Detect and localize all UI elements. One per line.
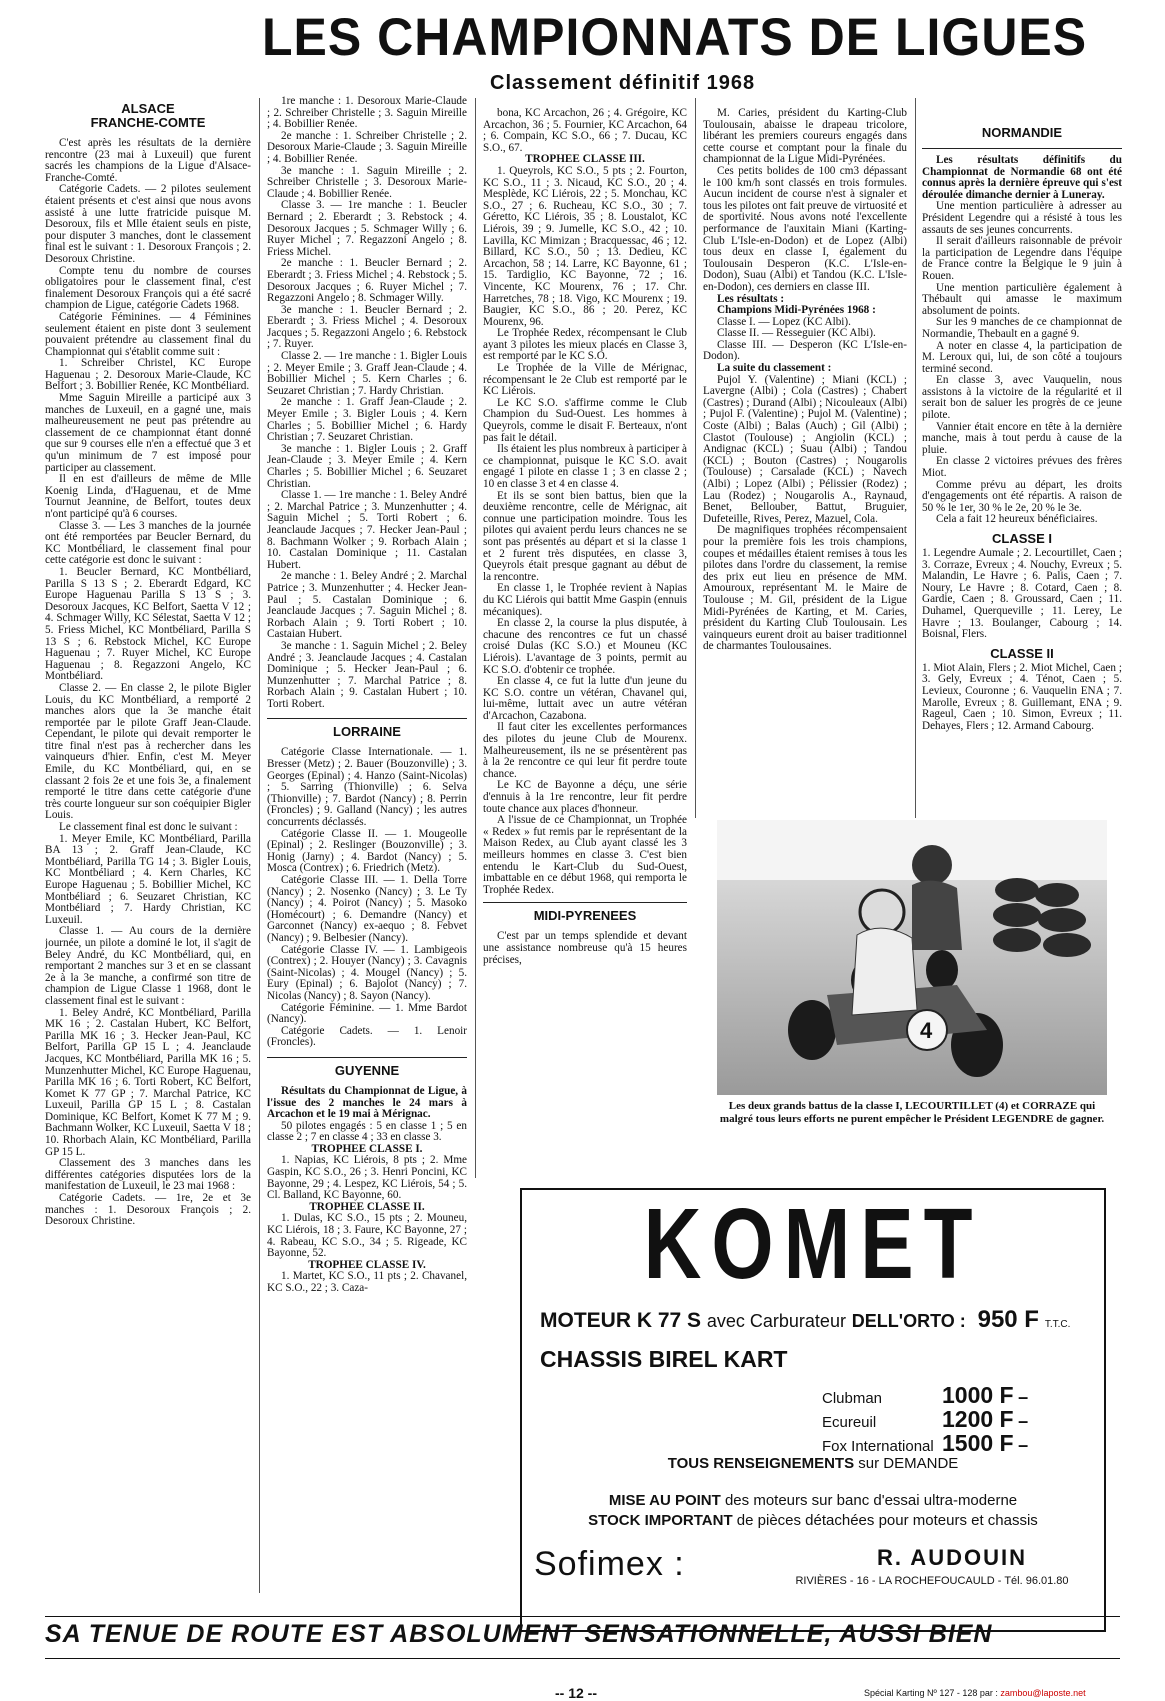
ad-moteur-ttc: T.T.C. (1044, 1319, 1071, 1330)
paragraph: Ces petits bolides de 100 cm3 dépassant le 100 km/h sont classés en trois formules. Aucun incident de course n'est à signaler et tous les pilotes ont fait preuve de virtuosité et de sportivité. Nous avons noté l'excellente performance de l'auxitain Miani (Karting-Club L'Isle-en-Dodon) et de Lopez (Albi) tous deux en classe I, également du Toulousain Desperon (K.C. L'Isle-en-Dodon), Suau (Albi) et Tandou (K.C. L'Isle-en-Dodon), ces derniers en classe III. (703, 164, 907, 293)
page-title: LES CHAMPIONNATS DE LIGUES (262, 7, 1088, 67)
paragraph: En classe 1, le Trophée revient à Napias du KC Liérois qui battit Mme Gaspin (ennuis mécaniques). (483, 582, 687, 618)
article-body (483, 108, 687, 896)
ad-moteur-price: 950 F (977, 1306, 1039, 1333)
paragraph: Classe 2. — 1re manche : 1. Bigler Louis ; 2. Meyer Emile ; 3. Graff Jean-Claude ; 4. Bobillier Michel ; 5. Kern Charles ; 6. Seuzaret Christian ; 7. Hardy Christian. (267, 350, 467, 397)
result-paragraph: TROPHEE CLASSE I. (311, 1142, 423, 1155)
column-rule (915, 98, 916, 818)
paragraph: 3e manche : 1. Beucler Bernard ; 2. Eberardt ; 3. Friess Michel ; 4. Desoroux Jacques ; 5. Regazzoni Angelo ; 6. Rebstock ; 7. Ruyer. (267, 303, 467, 351)
result-paragraph: Catégorie Classe III. — 1. Della Torre (Nancy) ; 2. Nosenko (Nancy) ; 3. Le Ty (Nancy) ; 4. Poirot (Nancy) ; 5. Masoko (Homécourt) ; 6. Demandre (Nancy) et Garconnet (Nancy) ex-aequo ; 8. Febvet (Nancy) ; 9. Belbesier (Nancy). (267, 874, 467, 944)
section-title-alsace: ALSACE FRANCHE-COMTE (90, 101, 206, 130)
page-number: -- 12 -- (555, 1685, 597, 1701)
paragraph: Mme Saguin Mireille a participé aux 3 manches de Luxeuil, en a gagné une, mais malheureusement ne peut pas prétendre au classement de ce championnat étant donné que sur 9 courses elle n'en a effectué que 3 et qu'un minimum de 7 est imposé pour participer au classement. (45, 392, 251, 474)
paragraph: Le KC S.O. s'affirme comme le Club Champion du Sud-Ouest. Les hommes à Queyrols, comme le disait F. Berteaux, n'ont pas fait le détail. (483, 396, 687, 444)
result-paragraph: 1. Martet, KC S.O., 11 pts ; 2. Chavanel, KC S.O., 22 ; 3. Caza- (267, 1270, 467, 1294)
result-paragraph: Catégorie Classe IV. — 1. Lambigeois (Contrex) ; 2. Houyer (Nancy) ; 3. Cavagnis (Saint-Nicolas) ; 4. Mougel (Nancy) ; 5. Eury (Epinal) ; 6. Bajolot (Nancy) ; 7. Nicolas (Nancy) ; 8. Sayon (Nancy). (267, 943, 467, 1002)
footer-slogan: SA TENUE DE ROUTE EST ABSOLUMENT SENSATIONNELLE, AUSSI BIEN (45, 1620, 993, 1648)
page-subtitle: Classement définitif 1968 (490, 72, 756, 94)
paragraph: 1. Beucler Bernard, KC Montbéliard, Parilla S 13 S ; 2. Eberardt Edgard, KC Europe Haguenau Parilla S 13 S ; 3. Desoroux Jacques, KC Belfort, Saetta V 12 ; 4. Schmager Willy, KC Sélestat, Saetta V 12 ; 5. Friess Michel, KC Montbéliard, Parilla S 13 S ; 6. Rebstock Michel, KC Europe Haguenau ; 7. Ruyer Michel, KC Europe Haguenau ; 8. Regazzoni Angelo, KC Montbéliard. (45, 565, 251, 683)
photo-caption: Les deux grands battus de la classe I, LECOURTILLET (4) et CORRAZE qui malgré tous leurs efforts ne purent empêcher le Président LEGENDRE de gagner. (719, 1100, 1105, 1125)
result-paragraph: 50 pilotes engagés : 5 en classe 1 ; 5 en classe 2 ; 7 en classe 4 ; 33 en classe 3. (267, 1119, 467, 1144)
ad-moteur-carbu: DELL'ORTO : (851, 1311, 966, 1331)
paragraph: En classe 2 victoires prévues des frères Miot. (922, 455, 1122, 480)
paragraph: 1. Meyer Emile, KC Montbéliard, Parilla BA 13 ; 2. Graff Jean-Claude, KC Montbéliard, Parilla TG 14 ; 3. Bigler Louis, KC Montbéliard ; 4. Kern Charles, KC Europe Haguenau ; 5. Bobillier Michel, KC Montbéliard ; 6. Seuzaret Christian, KC Montbéliard ; 7. Hardy Christian, KC Luxeuil. (45, 832, 251, 926)
paragraph: Il serait d'ailleurs raisonnable de prévoir la participation de Legendre dans l'équipe de France contre la Belgique le 9 juin à Rouen. (922, 235, 1122, 282)
paragraph: En classe 2, la course la plus disputée, à chacune des rencontres ce fut un chassé croisé Dulas (KC S.O.) et Mouneu (KC Liérois). L'avantage de 3 points, permit au KC S.O. d'obtenir ce trophée. (483, 617, 687, 676)
article-column-1 (45, 96, 251, 1596)
ad-model-row (822, 1430, 1092, 1457)
result-paragraph: 1. Dulas, KC S.O., 15 pts ; 2. Mouneu, KC Liérois, 18 ; 3. Faure, KC Bayonne, 27 ; 4. Rabeau, KC S.O., 34 ; 5. Rigeade, KC Bayonne, 52. (267, 1212, 467, 1260)
paragraph: 3e manche : 1. Bigler Louis ; 2. Graff Jean-Claude ; 3. Meyer Emile ; 4. Kern Charles ; 5. Bobillier Michel ; 6. Seuzaret Christian. (267, 442, 467, 490)
ad-dealer: R. AUDOUIN (877, 1545, 1027, 1570)
paragraph: A noter en classe 4, la participation de M. Leroux qui, lui, de son côté a toujours terminé second. (922, 339, 1122, 375)
footer-rule (45, 1616, 1120, 1617)
paragraph: Classe I. — Lopez (KC Albi). (717, 315, 851, 328)
ad-model-name: Clubman (822, 1390, 883, 1407)
paragraph: 2e manche : 1. Schreiber Christelle ; 2. Desoroux Marie-Claude ; 3. Saguin Mireille ; 4. Bobillier Renée. (267, 129, 467, 165)
paragraph: A l'issue de ce Championnat, un Trophée « Redex » fut remis par le représentant de la Maison Redex, au Club ayant classé les 3 meilleurs hommes en classe 3. C'est bien entendu le Kart-Club du Sud-Ouest, imbattable en ce début 1968, qui remporta le Trophée Redex. (483, 814, 687, 896)
paragraph: Cela a fait 12 heureux bénéficiaires. (936, 513, 1098, 526)
paragraph: 2e manche : 1. Beley André ; 2. Marchal Patrice ; 3. Munzenhutter ; 4. Hecker Jean-Paul ; 5. Castalan Dominique ; 6. Jeanclaude Jacques ; 7. Saguin Michel ; 8. Rorbach Alain ; 9. Torti Robert ; 10. Castaian Hubert. (267, 570, 467, 641)
paragraph: bona, KC Arcachon, 26 ; 4. Grégoire, KC Arcachon, 36 ; 5. Fournier, KC Arcachon, 64 ; 6. Compain, KC S.O., 66 ; 7. Ducau, KC S.O., 67. (483, 108, 687, 154)
article-column-2 (267, 96, 467, 1596)
paragraph: Comme prévu au départ, les droits d'engagements ont été répartis. A raison de 50 % le 1er, 30 % le 2e, 20 % le 3e. (922, 478, 1122, 514)
paragraph: Une mention particulière également à Thébault qui amasse le maximum absolument de points. (922, 281, 1122, 317)
paragraph: 3e manche : 1. Saguin Michel ; 2. Beley André ; 3. Jeanclaude Jacques ; 4. Castalan Dominique ; 5. Hecker Jean-Paul ; 6. Munzenhutter ; 7. Marchal Patrice ; 8. Rorbach Alain ; 9. Castalan Hubert ; 10. Torti Robert. (267, 639, 467, 710)
paragraph: 1. Beley André, KC Montbéliard, Parilla MK 16 ; 2. Castalan Hubert, KC Belfort, Parilla MK 16 ; 3. Hecker Jean-Paul, KC Belfort, Parilla GP 15 L ; 4. Jeanclaude Jacques, KC Montbéliard, Parilla MK 16 ; 5. Munzenhutter Michel, KC Europe Haguenau, Parilla MK 16 ; 6. Torti Robert, KC Belfort, Komet K 77 GP ; 7. Marchal Patrice, KC Luxeuil, Parilla GP 15 L ; 8. Castalan Dominique, KC Belfort, Komet K 77 M ; 9. Bachmann Wolker, KC Luxeuil, Saetta V 18 ; 10. Rhorbach Alain, KC Montbéliard, Parilla GP 15 L. (45, 1006, 251, 1158)
ad-stock-bold: STOCK IMPORTANT (588, 1512, 733, 1529)
section-title-midi-pyrenees: MIDI-PYRENEES (533, 908, 637, 924)
article-body (703, 108, 907, 653)
paragraph: Les résultats définitifs du Championnat de Normandie 68 ont été connus après la dernière épreuve qui s'est déroulée dimanche dernier à Luneray. (922, 154, 1122, 201)
paragraph: Ils étaient les plus nombreux à participer à ce championnat, puisque le KC S.O. avait engagé 1 pilote en classe 1 ; 3 en classe 2 ; 10 en classe 3 et 4 en classe 4. (483, 443, 687, 490)
section-title-guyenne: GUYENNE (334, 1062, 400, 1078)
kart-number: 4 (920, 1018, 933, 1043)
result-paragraph: TROPHEE CLASSE II. (309, 1200, 425, 1213)
paragraph: Le classement final est donc le suivant : (59, 821, 238, 834)
kart-race-photo (717, 820, 1107, 1095)
section-rule (267, 1057, 467, 1058)
ad-model-name: Ecureuil (822, 1414, 877, 1431)
paragraph: Le KC de Bayonne a déçu, une série d'ennuis à la 1re rencontre, leur fit perdre toute chance aux places d'honneur. (483, 779, 687, 815)
ad-model-dash: – (1018, 1387, 1029, 1407)
credit-email-link[interactable]: zambou@laposte.net (1000, 1688, 1086, 1698)
paragraph: 2e manche : 1. Beucler Bernard ; 2. Eberardt ; 3. Friess Michel ; 4. Rebstock ; 5. Desoroux Jacques ; 6. Ruyer Michel ; 7. Regazzoni Angelo ; 8. Schmager Willy. (267, 257, 467, 305)
section-title-lorraine: LORRAINE (333, 724, 401, 740)
classe-2-title: CLASSE II (990, 645, 1054, 661)
article-column-5 (922, 120, 1122, 820)
paragraph: De magnifiques trophées récompensaient pour la première fois les trois champions, coupes et médailles étaient remises à tous les pilotes dans l'ordre du classement, la remise des prix eut lieu en présence de MM. Amouroux, représentant M. le Maire de Toulouse ; M. Gil, président de la Ligue Midi-Pyrénées de Karting, et M. Caries, président du Karting Club Toulousain. Les vainqueurs eurent droit au baiser traditionnel de charmantes Toulousaines. (703, 524, 907, 653)
result-paragraph: TROPHEE CLASSE IV. (308, 1258, 426, 1271)
paragraph: 1. Schreiber Christel, KC Europe Haguenau ; 2. Desoroux Marie-Claude, KC Belfort ; 3. Bobillier Renée, KC Montbéliard. (45, 357, 251, 393)
ad-model-row (822, 1406, 1092, 1433)
result-paragraph: Catégorie Cadets. — 1. Lenoir (Froncles). (267, 1024, 467, 1049)
paragraph: Une mention particulière à adresser au Président Legendre qui a résisté à tous les assauts de ses jeunes concurrents. (922, 200, 1122, 236)
ad-model-price: 1500 F (942, 1430, 1014, 1456)
ad-chassis: CHASSIS BIREL KART (540, 1346, 788, 1372)
lorraine-results (267, 747, 467, 1048)
result-paragraph: Catégorie Féminine. — 1. Mme Bardot (Nancy). (267, 1001, 467, 1026)
classe-2-results: 1. Miot Alain, Flers ; 2. Miot Michel, Caen ; 3. Gely, Evreux ; 4. Ténot, Caen ; 5. Levieux, Couronne ; 6. Vauquelin ENA ; 7. Marolle, Evreux ; 8. Guillemant, ENA ; 9. Rageul, Caen ; 10. Simon, Evreux ; 11. Dehayes, Flers ; 12. Armand Cabourg. (922, 661, 1122, 732)
paragraph: Le Trophée de la Ville de Mérignac, récompensant le 2e Club est remporté par le KC Liérois. (483, 362, 687, 398)
paragraph: Les résultats : (717, 292, 785, 305)
ad-model-row (822, 1382, 1092, 1409)
paragraph: Compte tenu du nombre de courses obligatoires pour le classement final, c'est finalement Desoroux François qui a été sacré champion de Ligue, catégorie Cadets 1968. (45, 264, 251, 312)
ad-moteur-line (540, 1306, 1070, 1334)
ad-model-dash: – (1018, 1411, 1029, 1431)
paragraph: Classe 2. — En classe 2, le pilote Bigler Louis, du KC Montbéliard, a remporté 2 manches alors que la 3e manche était remportée par le pilote Graff Jean-Claude. Cependant, le pilote qui devait remporter le titre final n'est pas à rechercher dans les vainqueurs d'hier. Enfin, c'est M. Meyer Emile, du KC Montbéliard, qui, en se classant 2 fois 2e et une fois 3e, a finalement remporté le titre dans cette catégorie d'une très courte longueur sur son coéquipier Bigler Louis. (45, 681, 251, 822)
section-rule (922, 148, 1122, 149)
article-body (45, 138, 251, 1228)
ad-moteur: MOTEUR K 77 S (540, 1309, 702, 1332)
paragraph: C'est par un temps splendide et devant une assistance nombreuse qu'à 15 heures précises, (483, 930, 687, 966)
paragraph: Classe 1. — Au cours de la dernière journée, un pilote a dominé le lot, il s'agit de Beley André, du KC Montbéliard, qui, en remportant 2 manches sur 3 et en se classant 2e à la 3e manche, a confirmé son titre de champion de Ligue Classe 1 1968, dont le classement final est le suivant : (45, 925, 251, 1007)
paragraph: Champions Midi-Pyrénées 1968 : (717, 304, 876, 317)
ad-mise-bold: MISE AU POINT (608, 1492, 721, 1509)
paragraph: M. Caries, président du Karting-Club Toulousain, abaisse le drapeau tricolore, libérant les premiers coureurs engagés dans cette course et comptant pour la finale du championnat de la Ligue Midi-Pyrénées. (703, 108, 907, 166)
ad-mise-line (522, 1492, 1104, 1509)
column-rule (475, 98, 476, 1178)
paragraph: Classement des 3 manches dans les différentes catégories disputées lors de la manifestation de Luxeuil, le 23 mai 1968 : (45, 1157, 251, 1193)
paragraph: Vannier était encore en tête à la dernière manche, mais à tout perdu à cause de la pluie. (922, 420, 1122, 456)
paragraph: Classe 1. — 1re manche : 1. Beley André ; 2. Marchal Patrice ; 3. Munzenhutter ; 4. Saguin Michel ; 5. Torti Robert ; 6. Jeanclaude Jacques ; 7. Hecker Jean-Paul ; 8. Bachmann Wolker ; 9. Rorbach Alain ; 10. Castalan Dominique ; 11. Castalan Hubert. (267, 489, 467, 571)
paragraph: En classe 3, avec Vauquelin, nous assistons à la victoire de la régularité et il serait bon de saluer les progrès de ce jeune pilote. (922, 374, 1122, 422)
ad-mise-rest: des moteurs sur banc d'essai ultra-moderne (724, 1492, 1018, 1509)
ad-stock-rest: de pièces détachées pour moteurs et chassis (736, 1512, 1038, 1529)
result-paragraph: Catégorie Classe Internationale. — 1. Bresser (Metz) ; 2. Bauer (Bouzonville) ; 3. Georges (Epinal) ; 4. Hanzo (Saint-Nicolas) ; 5. Sarring (Thionville) ; 6. Selva (Thionville) ; 7. Bardot (Nancy) ; 8. Perrin (Froncles) ; 9. Galland (Nancy) ; les autres concurrents déclassés. (267, 746, 467, 829)
paragraph: Et ils se sont bien battus, bien que la deuxième rencontre, celle de Mérignac, ait connue une participation moindre. Tous les pilotes qui avaient perdu leurs chances ne se sont pas présentés au départ et si la classe 1 et 2 furent très disputées, en classe 3, Queyrols était presque gagnant au début de la rencontre. (483, 489, 687, 583)
classe-1-title: CLASSE I (992, 531, 1052, 546)
paragraph: Pujol Y. (Valentine) ; Miani (KCL) ; Lavergne (Albi) ; Cola (Castres) ; Chabert (Castres) ; Durand (Albi) ; Nicouleaux (Albi) ; Pujol F. (Valentine) ; Pujol M. (Valentine) ; Coste (Albi) ; Balas (Auch) ; Gil (Albi) ; Clastot (Toulouse) ; Angiolin (KCL) ; Andignac (KCL) ; Suau (Albi) ; Tandou (KCL) ; Bouton (Castres) ; Nougarolis (Toulouse) ; Carsalade (KCL) ; Navech (Albi) ; Lopez (Albi) ; Pélissier (Rodez) ; Lau (Rodez) ; Nougarolis A., Raynaud, Benet, Bellouber, Battut, Bruguier, Dufeteille, Rives, Perez, Mazuel, Cola. (703, 373, 907, 525)
article-body (483, 931, 687, 966)
ad-moteur-avec: avec Carburateur (706, 1311, 846, 1331)
article-column-4 (703, 108, 907, 820)
ad-model-dash: – (1018, 1435, 1029, 1455)
paragraph: Classe II. — Resseguier (KC Albi). (717, 327, 876, 340)
column-rule (695, 98, 696, 818)
section-rule (267, 718, 467, 719)
ad-company: Sofimex : (534, 1545, 685, 1583)
scan-credit (864, 1688, 1086, 1698)
section-title-normandie: NORMANDIE (981, 125, 1063, 140)
paragraph: 1re manche : 1. Desoroux Marie-Claude ; 2. Schreiber Christelle ; 3. Saguin Mireille ; 4. Bobillier Renée. (267, 96, 467, 131)
ad-model-price: 1000 F (942, 1382, 1014, 1408)
paragraph: TROPHEE CLASSE III. (525, 153, 645, 166)
ad-stock-line (522, 1512, 1104, 1529)
result-paragraph: Résultats du Championnat de Ligue, à l'issue des 2 manches le 24 mars à Arcachon et le 19 mai à Mérignac. (267, 1084, 467, 1121)
paragraph: En classe 4, ce fut la lutte d'un jeune du KC S.O. contre un vétéran, Chavanel qui, lui-même, luttait avec un autre vétéran d'Arcachon, Cazabona. (483, 675, 687, 722)
kart-photo-illustration (717, 820, 1107, 1095)
paragraph: Il en est d'ailleurs de même de Mlle Koenig Linda, d'Haguenau, et de Mme Tournut Jeannine, de Belfort, toutes deux n'ont participé qu'à 6 courses. (45, 473, 251, 520)
article-column-3 (483, 108, 687, 1178)
ad-info-line (522, 1455, 1104, 1472)
result-paragraph: 1. Napias, KC Liérois, 8 pts ; 2. Mme Gaspin, KC S.O., 26 ; 3. Henri Poncini, KC Bayonne, 29 ; 4. Lespez, KC Liérois, 54 ; 5. Cl. Balland, KC Bayonne, 60. (267, 1154, 467, 1202)
footer-rule (45, 1658, 1120, 1659)
komet-advertisement (520, 1188, 1106, 1632)
paragraph: 1. Queyrols, KC S.O., 5 pts ; 2. Fourton, KC S.O., 11 ; 3. Nicaud, KC S.O., 20 ; 4. Mesplède, KC Liérois, 22 ; 5. Monchau, KC S.O., 27 ; 6. Rucheau, KC S.O., 30 ; 7. Géretto, KC Liérois, 35 ; 8. Loustalot, KC Liérois, 39 ; 9. Jumelle, KC S.O., 42 ; 10. Lavilla, KC Mimizan ; Bracquessac, 46 ; 12. Billard, KC S.O., 50 ; 13. Dedieu, KC Arcachon, 58 ; 14. Larre, KC Bayonne, 61 ; 15. Tardiglio, KC Bayonne, 72 ; 16. Vincente, KC Mourenx, 76 ; 17. Chr. Harretches, 78 ; 18. Vigo, KC Mourenx ; 19. Baugier, KC S.O., 86 ; 20. Perez, KC Mourenx, 96. (483, 164, 687, 328)
article-body (922, 155, 1122, 526)
article-body (267, 96, 467, 710)
ad-address: RIVIÈRES - 16 - LA ROCHEFOUCAULD - Tél. 96.01.80 (795, 1575, 1069, 1587)
komet-brand: KOMET (643, 1187, 983, 1299)
paragraph: 3e manche : 1. Saguin Mireille ; 2. Schreiber Christelle ; 3. Desoroux Marie-Claude ; 4. Bobillier Renée. (267, 164, 467, 200)
credit-text: Spécial Karting Nº 127 - 128 par : (864, 1688, 998, 1698)
section-rule (483, 902, 687, 903)
paragraph: Catégorie Cadets. — 1re, 2e et 3e manches : 1. Desoroux François ; 2. Desoroux Christine. (45, 1192, 251, 1228)
paragraph: Catégorie Féminines. — 4 Féminines seulement étaient en piste dont 3 seulement pouvaient prétendre au classement final du Championnat qui s'établit comme suit : (45, 310, 251, 358)
paragraph: Classe 3. — Les 3 manches de la journée ont été remportées par Beucler Bernard, du KC Montbéliard, le classement final pour cette catégorie est donc le suivant : (45, 519, 251, 567)
result-paragraph: Catégorie Classe II. — 1. Mougeolle (Epinal) ; 2. Reslinger (Bouzonville) ; 3. Honig (Jarny) ; 4. Bardot (Nancy) ; 5. Mosca (Contrex) ; 6. Friedrich (Metz). (267, 827, 467, 875)
ad-info-bold: TOUS RENSEIGNEMENTS (667, 1455, 855, 1472)
paragraph: La suite du classement : (717, 362, 832, 375)
column-rule (259, 98, 260, 1593)
paragraph: Sur les 9 manches de ce championnat de Normandie, Thebault en a gagné 9. (922, 316, 1122, 340)
paragraph: Classe 3. — 1re manche : 1. Beucler Bernard ; 2. Eberardt ; 3. Rebstock ; 4. Desoroux Jacques ; 5. Schmager Willy ; 6. Ruyer Michel ; 7. Regazzoni Angelo ; 8. Friess Michel. (267, 199, 467, 258)
classe-1-results: 1. Legendre Aumale ; 2. Lecourtillet, Caen ; 3. Corraze, Evreux ; 4. Nouchy, Evreux ; 5. Malandin, Le Havre ; 6. Palis, Caen ; 7. Noury, Le Havre ; 8. Cotard, Caen ; 8. Gardie, Caen ; 8. Groussard, Caen ; 11. Duhamel, Querqueville ; 11. Lerey, Le Havre ; 13. Boulanger, Cabourg ; 14. Boisnal, Flers. (922, 547, 1122, 641)
paragraph: Catégorie Cadets. — 2 pilotes seulement étaient présents et c'est ainsi que nous avons assisté à une lutte fratricide puisque M. Desoroux, fils et Mlle étaient seuls en piste, pour disputer 3 manches, dont le classement final est le suivant : 1. Desoroux François ; 2. Desoroux Christine. (45, 183, 251, 265)
paragraph: Classe III. — Desperon (KC L'Isle-en-Dodon). (703, 338, 907, 363)
ad-model-price: 1200 F (942, 1406, 1014, 1432)
ad-model-name: Fox International (822, 1438, 934, 1455)
paragraph: Il faut citer les excellentes performances des pilotes du jeune Club de Mourenx. Malheureusement, ils ne se présentèrent pas à la 2e rencontre ce qui leur fit perdre toute chance. (483, 721, 687, 780)
paragraph: Le Trophée Redex, récompensant le Club ayant 3 pilotes les mieux placés en Classe 3, est remporté par le KC S.O. (483, 327, 687, 363)
guyenne-results (267, 1086, 467, 1295)
paragraph: C'est après les résultats de la dernière rencontre (23 mai à Luxeuil) que furent sacrés les champions de la Ligue d'Alsace-Franche-Comté. (45, 137, 251, 184)
ad-info-rest: sur DEMANDE (858, 1455, 959, 1472)
paragraph: 2e manche : 1. Graff Jean-Claude ; 2. Meyer Emile ; 3. Bigler Louis ; 4. Kern Charles ; 5. Bobillier Michel ; 6. Hardy Christian ; 7. Seuzaret Christian. (267, 396, 467, 444)
